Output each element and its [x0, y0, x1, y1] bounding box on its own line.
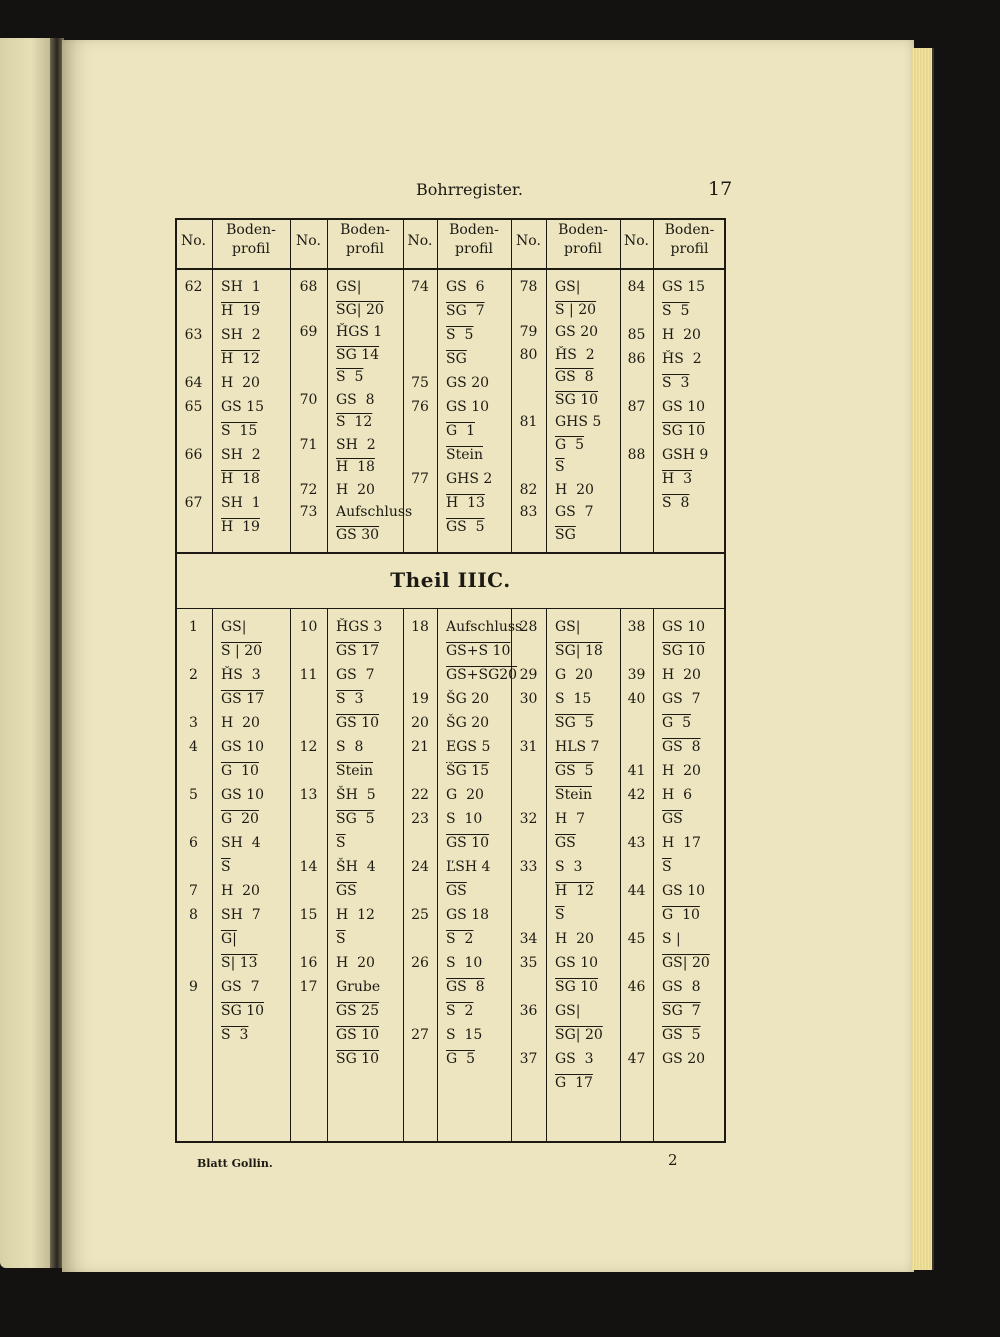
bodenprofil-layer: SG| 20	[336, 301, 384, 318]
header-bodenprofil	[327, 221, 403, 259]
bohr-number: 86	[627, 351, 646, 367]
bodenprofil-layer: S | 20	[555, 301, 597, 318]
bohr-number: 83	[519, 504, 538, 520]
bodenprofil-layer: GS 10	[221, 787, 265, 803]
bodenprofil-layer: S 5	[662, 303, 690, 319]
bodenprofil-layer: S 15	[221, 423, 258, 439]
bohr-number: 10	[299, 619, 318, 635]
bodenprofil-layer: SG 10	[662, 643, 706, 659]
bodenprofil-layer: GS| 20	[662, 955, 710, 971]
bodenprofil-layer: H 20	[662, 327, 701, 343]
bodenprofil-layer: ŠG 15	[446, 763, 490, 779]
bodenprofil-layer: H 3	[662, 471, 693, 487]
bohr-number: 87	[627, 399, 646, 415]
bodenprofil-layer: GS|	[221, 619, 247, 635]
bohr-number: 84	[627, 279, 646, 295]
bodenprofil-layer: EGS 5	[446, 739, 491, 755]
running-head: Bohrregister.	[416, 180, 523, 199]
bodenprofil-layer: GS 7	[221, 979, 260, 995]
bodenprofil-layer: ŠG 20	[446, 691, 490, 707]
bodenprofil-layer: SG 7	[662, 1003, 701, 1019]
bodenprofil-layer: H 20	[555, 931, 594, 947]
bohr-number: 22	[411, 787, 429, 803]
bohr-number: 46	[627, 979, 646, 995]
bodenprofil-layer: GS 10	[336, 715, 380, 731]
header-bodenprofil	[546, 221, 620, 259]
bodenprofil-layer: ȞS 3	[221, 667, 261, 683]
bohr-number: 30	[519, 691, 538, 707]
bodenprofil-layer: GS 15	[662, 279, 706, 295]
column-rule	[653, 608, 654, 1143]
header-no: No.	[181, 233, 206, 249]
bodenprofil-layer: GS+S 10	[446, 643, 511, 659]
bodenprofil-layer: H 20	[221, 715, 260, 731]
bohr-number: 29	[519, 667, 538, 683]
bodenprofil-layer: ȞS 2	[662, 351, 702, 367]
bohr-number: 70	[299, 391, 318, 408]
bohr-number: 88	[627, 447, 646, 463]
bohr-number: 13	[299, 787, 318, 803]
bodenprofil-layer: GS 7	[336, 667, 375, 683]
bodenprofil-layer: GS 5	[555, 763, 594, 779]
column-rule	[212, 608, 213, 1143]
bodenprofil-layer: GHS 2	[446, 471, 493, 487]
bodenprofil-layer: G 17	[555, 1075, 593, 1091]
bodenprofil-layer: H 6	[662, 787, 693, 803]
header-no: No.	[624, 233, 649, 249]
column-rule	[437, 608, 438, 1143]
header-no: No.	[296, 233, 321, 249]
bohr-number: 7	[189, 883, 198, 899]
bohr-number: 36	[519, 1003, 538, 1019]
bohr-number: 68	[299, 279, 318, 295]
bodenprofil-layer: GS 10	[662, 399, 706, 415]
bohr-number: 19	[411, 691, 429, 707]
bodenprofil-layer: H 20	[662, 763, 701, 779]
page-edges	[912, 48, 934, 1270]
bodenprofil-layer: GS|	[555, 619, 581, 635]
bodenprofil-layer: GSH 9	[662, 447, 709, 463]
header-profil: profil	[232, 241, 270, 257]
bodenprofil-layer: $\overline{GS}$	[662, 811, 683, 827]
bohr-number: 71	[299, 436, 318, 453]
bohr-number: 6	[189, 835, 198, 851]
bohr-number: 32	[519, 811, 538, 827]
bodenprofil-layer: ȞS 2	[555, 346, 595, 363]
bodenprofil-layer: S 3	[336, 691, 364, 707]
bodenprofil-layer: G 20	[221, 811, 259, 827]
bodenprofil-layer: GS 5	[446, 519, 485, 535]
bohr-number: 4	[189, 739, 198, 755]
bodenprofil-layer: GS 17	[336, 643, 380, 659]
bohr-number: 21	[411, 739, 429, 755]
bodenprofil-layer: SG 10	[555, 979, 599, 995]
bodenprofil-layer: GS 8	[662, 979, 701, 995]
bodenprofil-layer: Aufschluss	[336, 504, 413, 520]
header-boden: Boden-	[558, 222, 608, 238]
bodenprofil-layer: G 5	[662, 715, 691, 731]
bohr-number: 24	[411, 859, 429, 875]
bohr-number: 5	[189, 787, 198, 803]
bodenprofil-layer: GS 17	[221, 691, 265, 707]
bodenprofil-layer: Grube	[336, 979, 381, 995]
page-number: 17	[708, 178, 733, 200]
bodenprofil-layer: G 10	[221, 763, 259, 779]
bohr-number: 40	[627, 691, 646, 707]
bodenprofil-layer: S 12	[336, 414, 373, 430]
bodenprofil-layer: GS 10	[662, 619, 706, 635]
bohr-number: 79	[519, 324, 538, 340]
bodenprofil-layer: GS 15	[221, 399, 265, 415]
bodenprofil-layer: S 3	[221, 1027, 249, 1043]
bodenprofil-layer: SH 2	[336, 436, 376, 453]
bohr-number: 41	[627, 763, 646, 779]
header-bodenprofil	[437, 221, 511, 259]
bodenprofil-layer: H 19	[221, 303, 260, 319]
bohr-number: 15	[299, 907, 318, 923]
bodenprofil-layer: H 20	[221, 375, 260, 391]
bodenprofil-layer: $\overline{GS}$	[555, 835, 576, 851]
bodenprofil-layer: SG 5	[336, 811, 375, 827]
section-title: Theil IIIC.	[390, 568, 511, 592]
bodenprofil-layer: SG| 20	[555, 1027, 603, 1043]
bodenprofil-layer: GS 25	[336, 1003, 380, 1019]
bohr-number: 11	[299, 667, 318, 683]
bohr-number: 63	[184, 327, 203, 343]
header-profil: profil	[346, 241, 384, 257]
bodenprofil-layer: S 5	[446, 327, 474, 343]
bodenprofil-layer: S | 20	[221, 643, 263, 659]
bodenprofil-layer: SH 4	[221, 835, 261, 851]
bodenprofil-layer: $\overline{S}$	[336, 835, 346, 851]
bodenprofil-layer: H 20	[555, 481, 594, 498]
bohr-number: 80	[519, 346, 538, 363]
bodenprofil-layer: ŠG 20	[446, 715, 490, 731]
header-boden: Boden-	[226, 222, 276, 238]
bodenprofil-layer: GS 10	[555, 955, 599, 971]
bohr-number: 9	[189, 979, 198, 995]
bodenprofil-layer: GS 7	[662, 691, 701, 707]
bodenprofil-layer: SG 5	[555, 715, 594, 731]
bodenprofil-layer: SH 2	[221, 327, 261, 343]
bohr-number: 38	[627, 619, 646, 635]
bodenprofil-layer: H 20	[221, 883, 260, 899]
bodenprofil-layer: S 8	[336, 739, 364, 755]
footer-signature: 2	[668, 1151, 678, 1169]
bodenprofil-layer: H 12	[555, 883, 594, 899]
header-bodenprofil	[653, 221, 726, 259]
left-page-edge	[0, 38, 52, 1268]
bodenprofil-layer: $\overline{SG}$	[446, 351, 467, 367]
bodenprofil-layer: $\overline{GS}$	[446, 883, 467, 899]
bodenprofil-layer: G 20	[555, 667, 593, 683]
bohr-number: 8	[189, 907, 198, 923]
bohr-number: 33	[519, 859, 538, 875]
bodenprofil-layer: GS+SG20	[446, 667, 518, 683]
header-bodenprofil	[212, 221, 290, 259]
bodenprofil-layer: G 5	[555, 436, 584, 453]
bodenprofil-layer: S |	[662, 931, 681, 947]
bohr-number: 35	[519, 955, 538, 971]
bohr-number: 20	[411, 715, 429, 731]
bodenprofil-layer: H 19	[221, 519, 260, 535]
bohr-number: 69	[299, 324, 318, 340]
bodenprofil-layer: GS|	[555, 1003, 581, 1019]
bodenprofil-layer: SG 14	[336, 346, 380, 363]
bodenprofil-layer: H 12	[221, 351, 260, 367]
bodenprofil-layer: GS 10	[446, 399, 490, 415]
bodenprofil-layer: GS 5	[662, 1027, 701, 1043]
bodenprofil-layer: H 18	[221, 471, 260, 487]
bodenprofil-layer: S 15	[555, 691, 592, 707]
bohr-number: 47	[627, 1051, 646, 1067]
bohr-number: 78	[519, 279, 538, 295]
bodenprofil-layer: G|	[221, 931, 237, 947]
header-profil: profil	[670, 241, 709, 257]
bodenprofil-layer: H 20	[662, 667, 701, 683]
bodenprofil-layer: GS 20	[555, 324, 599, 340]
row-rule	[175, 608, 726, 609]
header-boden: Boden-	[449, 222, 499, 238]
bodenprofil-layer: S| 13	[221, 955, 258, 971]
bodenprofil-layer: ȞGS 3	[336, 619, 383, 635]
bohr-number: 17	[299, 979, 318, 995]
column-rule	[327, 608, 328, 1143]
bohr-number: 3	[189, 715, 198, 731]
bohr-number: 73	[299, 504, 318, 520]
bodenprofil-layer: SH 1	[221, 279, 261, 295]
bodenprofil-layer: GHS 5	[555, 414, 602, 430]
bohr-number: 31	[519, 739, 538, 755]
bohr-number: 34	[519, 931, 538, 947]
bohr-number: 43	[627, 835, 646, 851]
bodenprofil-layer: H 20	[336, 955, 375, 971]
bodenprofil-layer: S 10	[446, 955, 483, 971]
bohr-number: 67	[184, 495, 203, 511]
bohr-number: 14	[299, 859, 318, 875]
bodenprofil-layer: SH 1	[221, 495, 261, 511]
bodenprofil-layer: GS|	[336, 279, 362, 295]
bodenprofil-layer: GS 20	[446, 375, 490, 391]
bodenprofil-layer: ŠH 5	[336, 787, 376, 803]
bodenprofil-layer: GS 7	[555, 504, 594, 520]
header-boden: Boden-	[664, 222, 715, 238]
bohr-number: 18	[411, 619, 429, 635]
bohr-number: 39	[627, 667, 646, 683]
bodenprofil-layer: H 7	[555, 811, 586, 827]
bodenprofil-layer: GS 10	[446, 835, 490, 851]
bodenprofil-layer: G 1	[446, 423, 475, 439]
bodenprofil-layer: ȞGS 1	[336, 324, 383, 340]
bohr-number: 42	[627, 787, 646, 803]
bodenprofil-layer: GS 10	[662, 883, 706, 899]
bodenprofil-layer: S 5	[336, 369, 364, 385]
bohr-number: 64	[184, 375, 203, 391]
bohr-number: 44	[627, 883, 646, 899]
bodenprofil-layer: GS 8	[662, 739, 701, 755]
bodenprofil-layer: H 20	[336, 481, 375, 498]
bohr-number: 16	[299, 955, 318, 971]
bohr-number: 1	[189, 619, 198, 635]
bodenprofil-layer: HLS 7	[555, 739, 600, 755]
bohr-number: 85	[627, 327, 646, 343]
bodenprofil-layer: H 13	[446, 495, 485, 511]
bodenprofil-layer: Aufschluss	[446, 619, 523, 635]
bohr-number: 66	[184, 447, 203, 463]
bohr-number: 28	[519, 619, 538, 635]
bohr-number: 75	[411, 375, 429, 391]
bodenprofil-layer: G 5	[446, 1051, 475, 1067]
bodenprofil-layer: $\overline{GS}$	[336, 883, 357, 899]
bodenprofil-layer: Stein	[555, 787, 592, 803]
bodenprofil-layer: SH 7	[221, 907, 261, 923]
bodenprofil-layer: GS 10	[336, 1027, 380, 1043]
bodenprofil-layer: GS 8	[446, 979, 485, 995]
bohr-number: 27	[411, 1027, 429, 1043]
bodenprofil-layer: SH 2	[221, 447, 261, 463]
bodenprofil-layer: G 20	[446, 787, 484, 803]
bodenprofil-layer: G 10	[662, 907, 700, 923]
header-boden: Boden-	[340, 222, 390, 238]
bodenprofil-layer: S 8	[662, 495, 690, 511]
bodenprofil-layer: SG| 18	[555, 643, 603, 659]
column-rule	[546, 608, 547, 1143]
bohr-number: 23	[411, 811, 429, 827]
bohr-number: 62	[184, 279, 203, 295]
bodenprofil-layer: GS 8	[555, 369, 594, 385]
header-no: No.	[407, 233, 433, 249]
bodenprofil-layer: H 18	[336, 459, 375, 475]
bodenprofil-layer: H 17	[662, 835, 701, 851]
bodenprofil-layer: $\overline{S}$	[662, 859, 672, 875]
bodenprofil-layer: GS 10	[221, 739, 265, 755]
bodenprofil-layer: SG 10	[555, 391, 599, 408]
header-profil: profil	[455, 241, 493, 257]
bodenprofil-layer: ĽSH 4	[446, 859, 491, 875]
bodenprofil-layer: GS 6	[446, 279, 485, 295]
bodenprofil-layer: S 15	[446, 1027, 483, 1043]
bodenprofil-layer: GS 30	[336, 526, 380, 543]
bodenprofil-layer: GS 20	[662, 1051, 706, 1067]
bodenprofil-layer: SG 7	[446, 303, 485, 319]
bohr-number: 65	[184, 399, 203, 415]
bohr-number: 77	[411, 471, 429, 487]
bodenprofil-layer: S 3	[555, 859, 583, 875]
bohr-number: 12	[299, 739, 318, 755]
bodenprofil-layer: $\overline{S}$	[221, 859, 231, 875]
bohr-number: 45	[627, 931, 646, 947]
bohr-number: 76	[411, 399, 429, 415]
bodenprofil-layer: SG 10	[221, 1003, 265, 1019]
header-profil: profil	[564, 241, 602, 257]
header-no: No.	[516, 233, 541, 249]
bodenprofil-layer: $\overline{S}$	[555, 459, 565, 475]
bodenprofil-layer: H 12	[336, 907, 375, 923]
bodenprofil-layer: GS 3	[555, 1051, 594, 1067]
bodenprofil-layer: GS 18	[446, 907, 490, 923]
bodenprofil-layer: SG 10	[662, 423, 706, 439]
row-rule	[175, 268, 726, 270]
bohr-number: 2	[189, 667, 198, 683]
bodenprofil-layer: GS|	[555, 279, 581, 295]
bohr-number: 81	[519, 414, 538, 430]
bodenprofil-layer: $\overline{S}$	[336, 931, 346, 947]
bohr-number: 74	[411, 279, 429, 295]
bodenprofil-layer: $\overline{SG}$	[555, 526, 576, 543]
bodenprofil-layer: Stein	[446, 447, 483, 463]
bohr-number: 25	[411, 907, 429, 923]
row-rule	[175, 552, 726, 554]
bodenprofil-layer: S 3	[662, 375, 690, 391]
bohr-number: 26	[411, 955, 429, 971]
bohr-number: 37	[519, 1051, 538, 1067]
bodenprofil-layer: S 2	[446, 931, 474, 947]
bodenprofil-layer: S 2	[446, 1003, 474, 1019]
bodenprofil-layer: Stein	[336, 763, 373, 779]
bohr-number: 82	[519, 481, 538, 498]
bodenprofil-layer: ŠH 4	[336, 859, 376, 875]
bodenprofil-layer: GS 8	[336, 391, 375, 408]
bohr-number: 72	[299, 481, 318, 498]
bodenprofil-layer: SG 10	[336, 1051, 380, 1067]
footer-sheet-name: Blatt Gollin.	[197, 1157, 273, 1170]
bodenprofil-layer: S 10	[446, 811, 483, 827]
bodenprofil-layer: $\overline{S}$	[555, 907, 565, 923]
